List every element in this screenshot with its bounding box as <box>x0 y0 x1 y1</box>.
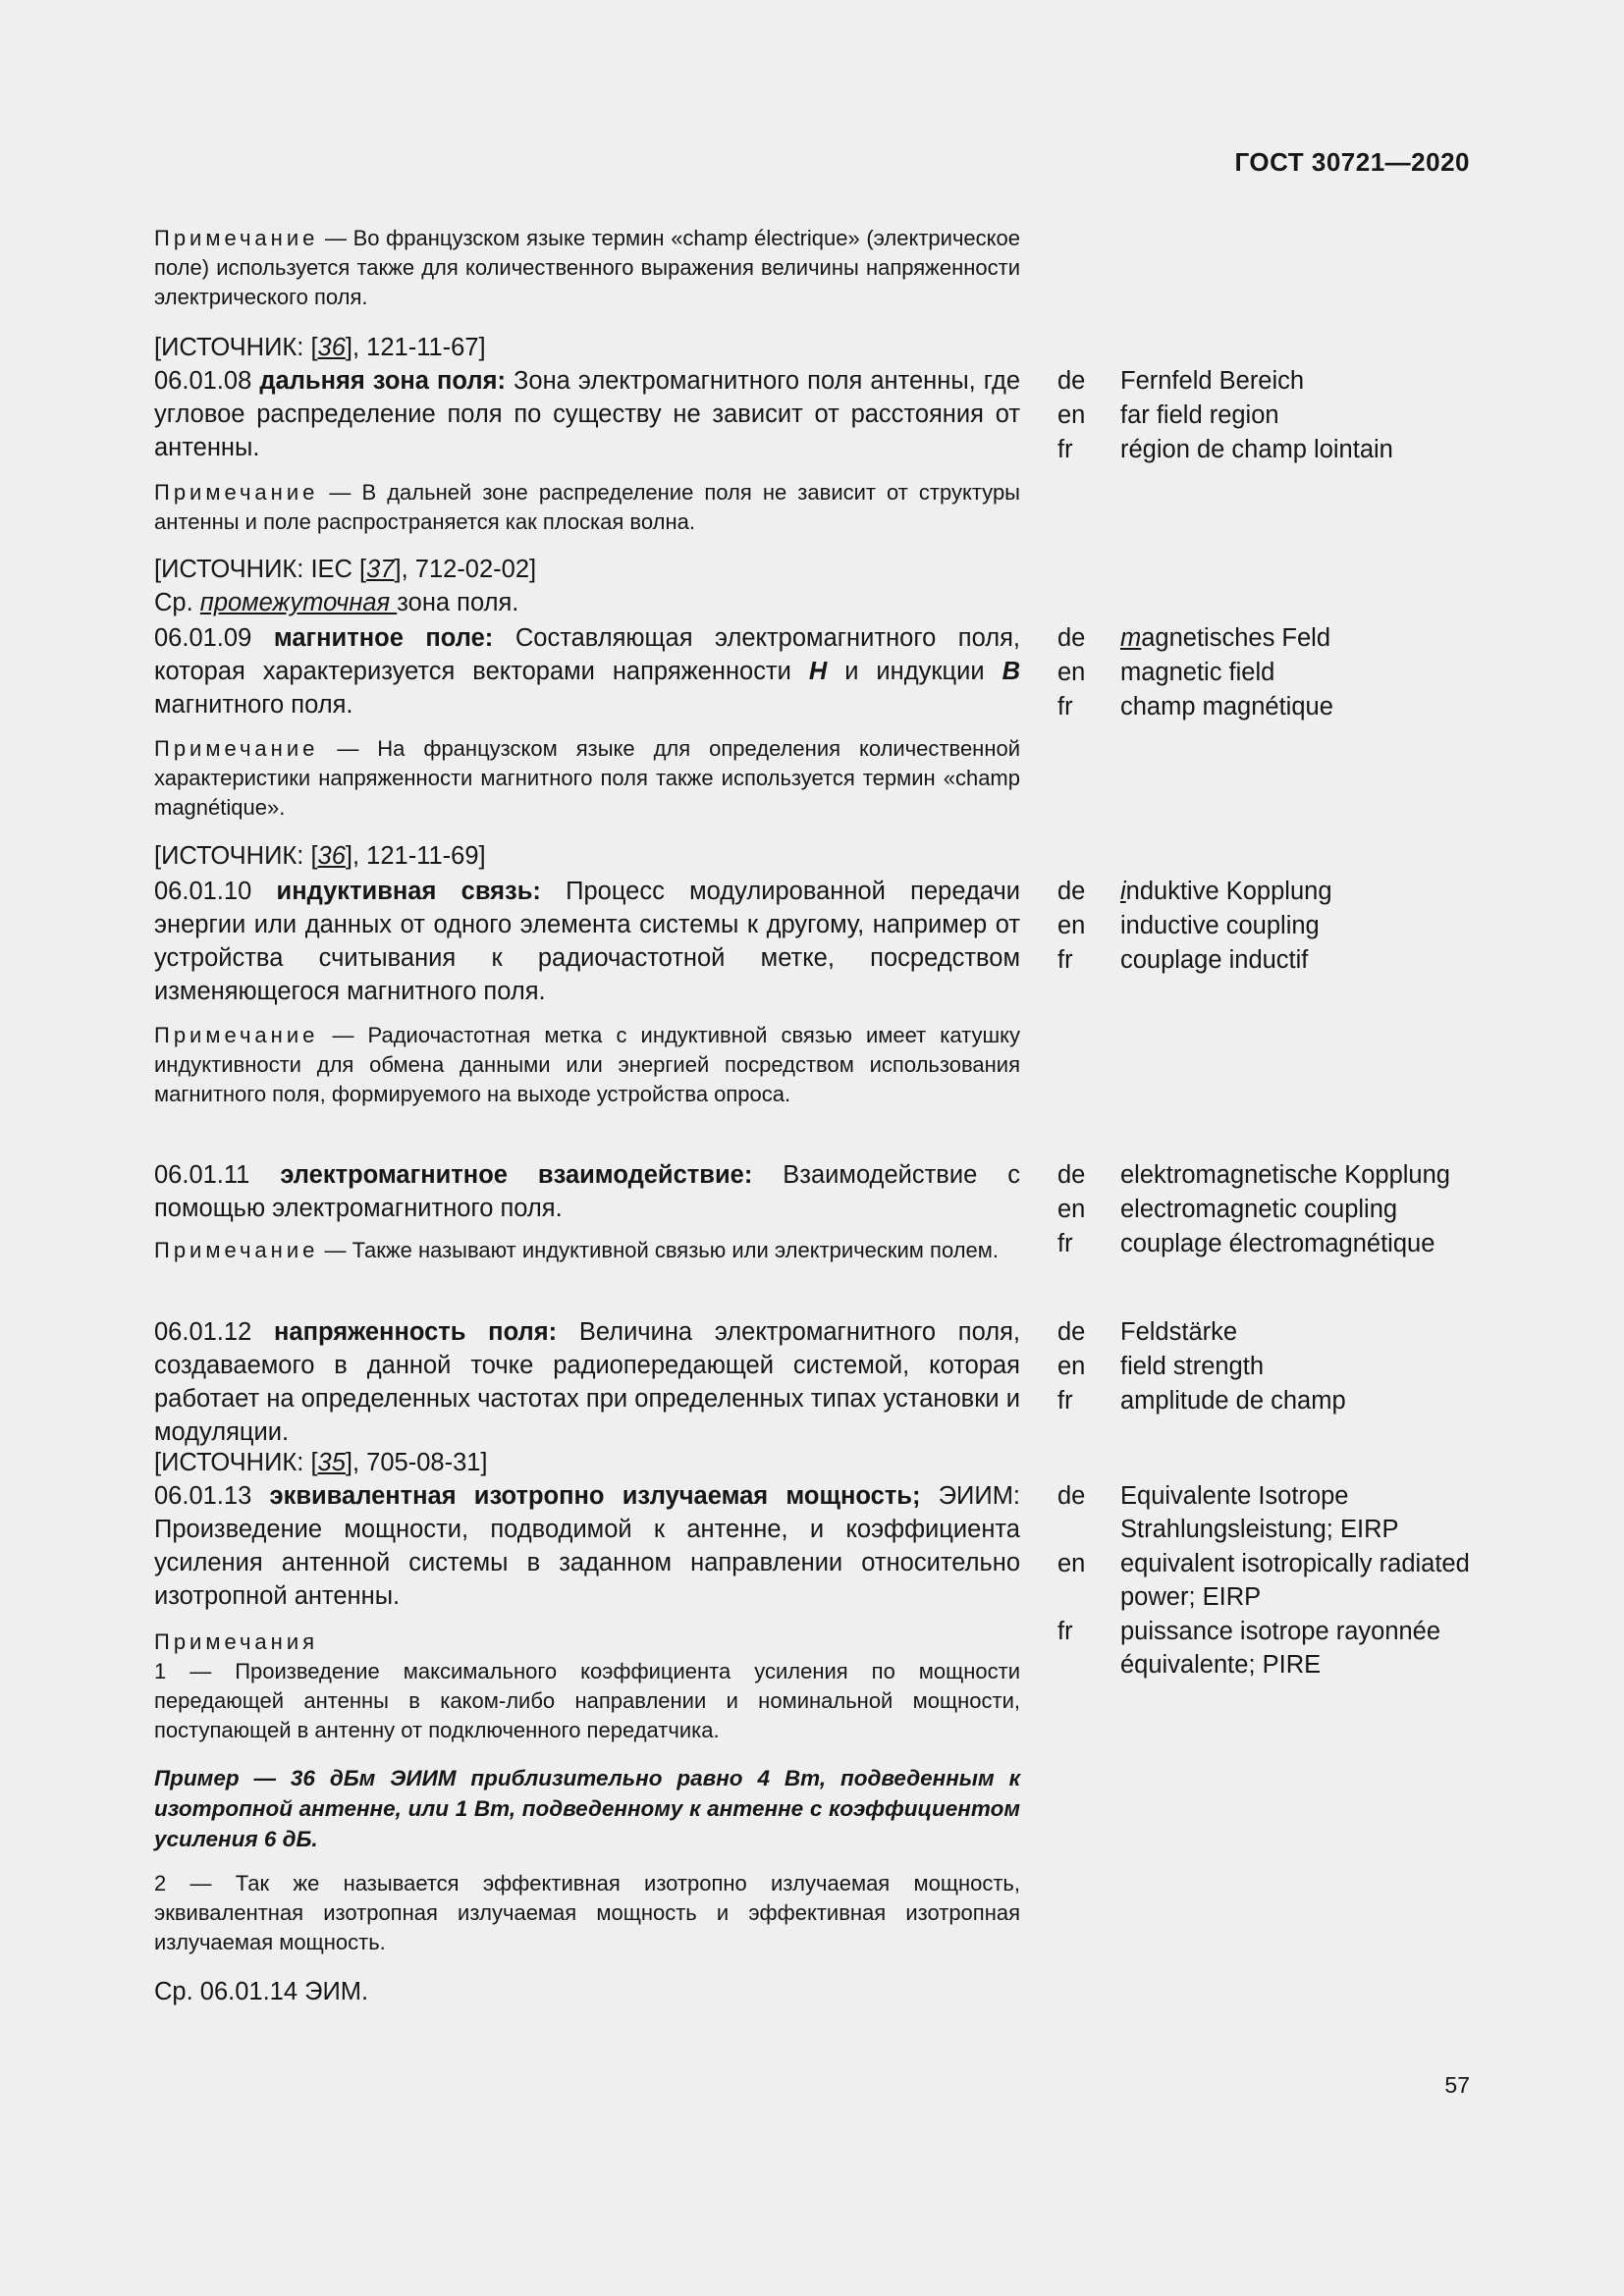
reference-link[interactable]: 35 <box>317 1449 346 1476</box>
term-entry-06-01-12: 06.01.12 напряженность поля: Величина электромагнитного поля, создаваемого в данной точке радиопередающей системой, которая работает на определенных частотах при определенных типах установки и модуляции. <box>154 1318 1020 1446</box>
term-definition: Зона электромагнитного поля антенны, где угловое распределение поля по существу не зависит от расстояния от антенны. <box>154 367 1021 461</box>
term-entry-06-01-11: 06.01.11 электромагнитное взаимодействие: Взаимодействие с помощью электромагнитного поля. <box>154 1161 1020 1222</box>
notes-06-01-13 <box>154 1628 1020 1745</box>
note-2: 2 — Так же называется эффективная изотропно излучаемая мощность, эквивалентная изотропная излучаемая мощность и эффективная изотропная излучаемая мощность. <box>154 1871 1020 1954</box>
note-06-01-11: Примечание — Также называют индуктивной связью или электрическим полем. <box>154 1238 1000 1262</box>
note-text: — Во французском языке термин «champ électrique» (электрическое поле) используется также для количественного выражения величины напряженности электрического поля. <box>154 226 1020 309</box>
term-entry-06-01-13: 06.01.13 эквивалентная изотропно излучаемая мощность; ЭИИМ: Произведение мощности, подводимой к антенне, и коэффициента усиления антенной системы в заданном направлении относительно изотропной антенны. <box>154 1482 1021 1610</box>
page-number: 57 <box>1444 2072 1470 2098</box>
note-label: Примечание <box>154 226 319 250</box>
term-entry-06-01-09: 06.01.09 магнитное поле: Составляющая электромагнитного поля, которая характеризуется векторами напряженности H и индукции B магнитного поля. <box>154 624 1020 719</box>
source-reference: [ИСТОЧНИК: IEC [37], 712-02-02] <box>154 556 537 583</box>
cross-reference: Ср. 06.01.14 ЭИМ. <box>154 1978 369 2005</box>
note-06-01-10: Примечание — Радиочастотная метка с индуктивной связью имеет катушку индуктивности для обмена данными или энергией посредством использования магнитного поля, формируемого на выходе устройства опроса. <box>154 1023 1020 1106</box>
equivalents-06-01-09: de magnetisches Feld en magnetic field fr champ magnétique <box>1057 624 1333 721</box>
notes-label: Примечания <box>154 1629 319 1654</box>
term-name: эквивалентная изотропно излучаемая мощность; <box>269 1482 921 1510</box>
term-name: дальняя зона поля: <box>259 367 506 395</box>
term-entry-06-01-08 <box>154 364 1020 464</box>
note-1: 1 — Произведение максимального коэффициента усиления по мощности передающей антенны в каком-либо направлении и номинальной мощности, поступающей в антенну от подключенного передатчика. <box>154 1659 1020 1742</box>
document-id: ГОСТ 30721—2020 <box>1234 147 1470 177</box>
reference-link[interactable]: 37 <box>366 556 395 583</box>
reference-link[interactable]: 36 <box>317 334 346 361</box>
equivalents-06-01-08: de Fernfeld Bereich en far field region fr région de champ lointain <box>1057 367 1393 463</box>
note-champ-electrique <box>154 224 1020 312</box>
term-name: электромагнитное взаимодействие: <box>280 1161 753 1189</box>
term-name: индуктивная связь: <box>276 878 541 905</box>
equivalents-06-01-10: de induktive Kopplung en inductive coupling fr couplage inductif <box>1057 878 1332 974</box>
term-name: магнитное поле: <box>273 624 494 652</box>
term-number: 06.01.08 <box>154 367 252 395</box>
term-name: напряженность поля: <box>274 1318 558 1346</box>
cross-reference: Ср. промежуточная зона поля. <box>154 589 519 616</box>
source-reference: [ИСТОЧНИК: [35], 705-08-31] <box>154 1449 488 1476</box>
note-06-01-09: Примечание — На французском языке для определения количественной характеристики напряженности магнитного поля также используется термин «champ magnétique». <box>154 736 1020 820</box>
source-reference: [ИСТОЧНИК: [36], 121-11-69] <box>154 842 486 870</box>
cross-reference-link[interactable]: промежуточная <box>199 589 398 616</box>
note-06-01-08: Примечание — В дальней зоне распределение поля не зависит от структуры антенны и поле распространяется как плоская волна. <box>154 480 1020 534</box>
source-reference: [ИСТОЧНИК: [36], 121-11-67] <box>154 334 486 361</box>
example: Пример — 36 дБм ЭИИМ приблизительно равно 4 Вт, подведенным к изотропной антенне, или 1 Вт, подведенному к антенне с коэффициентом усиления 6 дБ. <box>154 1766 1020 1851</box>
reference-link[interactable]: 36 <box>317 842 346 870</box>
equivalents-06-01-11: de elektromagnetische Kopplung en electromagnetic coupling fr couplage électromagnétique <box>1057 1161 1450 1257</box>
equivalents-06-01-13: de Equivalente Isotrope Strahlungsleistung; EIRP en equivalent isotropically radiated power; EIRP fr puissance isotrope rayonnée équivalente; PIRE <box>1057 1482 1470 1679</box>
term-entry-06-01-10: 06.01.10 индуктивная связь: Процесс модулированной передачи энергии или данных от одного элемента системы к другому, например от устройства считывания к радиочастотной метке, посредством изменяющегося магнитного поля. <box>154 878 1020 1005</box>
equivalents-06-01-12: de Feldstärke en field strength fr amplitude de champ <box>1057 1318 1346 1415</box>
